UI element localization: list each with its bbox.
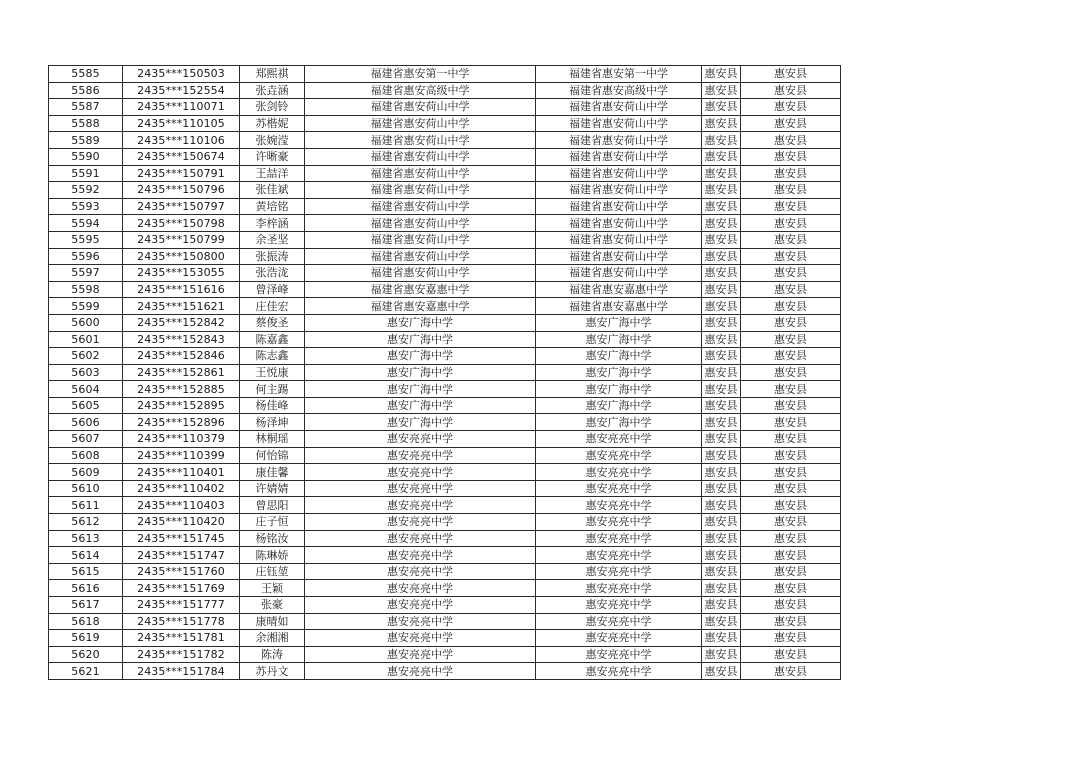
exam-id-cell: 2435***153055 [123,265,240,282]
table-row [49,165,841,182]
exam-school-cell: 福建省惠安荷山中学 [536,132,702,149]
district-cell: 惠安县 [741,447,841,464]
district-cell: 惠安县 [741,82,841,99]
serial-number-cell: 5617 [49,597,123,614]
serial-number-cell: 5596 [49,248,123,265]
exam-id-cell: 2435***150796 [123,182,240,199]
school-cell: 惠安亮亮中学 [305,563,536,580]
district-cell: 惠安县 [741,563,841,580]
exam-school-cell: 福建省惠安荷山中学 [536,248,702,265]
district-cell: 惠安县 [741,348,841,365]
exam-school-cell: 惠安广海中学 [536,348,702,365]
school-cell: 惠安亮亮中学 [305,514,536,531]
exam-id-cell: 2435***151784 [123,663,240,680]
table-row [49,348,841,365]
exam-school-cell: 惠安亮亮中学 [536,663,702,680]
exam-id-cell: 2435***152896 [123,414,240,431]
serial-number-cell: 5619 [49,630,123,647]
county-cell: 惠安县 [702,547,741,564]
exam-id-cell: 2435***110420 [123,514,240,531]
county-cell: 惠安县 [702,281,741,298]
student-name-cell: 郑熙祺 [240,66,305,83]
student-name-cell: 余湘湘 [240,630,305,647]
serial-number-cell: 5615 [49,563,123,580]
county-cell: 惠安县 [702,431,741,448]
district-cell: 惠安县 [741,431,841,448]
school-cell: 福建省惠安荷山中学 [305,231,536,248]
table-row [49,281,841,298]
school-cell: 惠安亮亮中学 [305,597,536,614]
school-cell: 福建省惠安荷山中学 [305,198,536,215]
district-cell: 惠安县 [741,530,841,547]
student-name-cell: 苏丹文 [240,663,305,680]
student-name-cell: 蔡俊圣 [240,314,305,331]
exam-id-cell: 2435***151781 [123,630,240,647]
table-row [49,397,841,414]
student-name-cell: 王喆洋 [240,165,305,182]
school-cell: 福建省惠安荷山中学 [305,99,536,116]
school-cell: 惠安亮亮中学 [305,613,536,630]
serial-number-cell: 5591 [49,165,123,182]
county-cell: 惠安县 [702,364,741,381]
student-name-cell: 何怡锦 [240,447,305,464]
student-name-cell: 陈嘉鑫 [240,331,305,348]
student-name-cell: 康佳馨 [240,464,305,481]
exam-school-cell: 惠安广海中学 [536,331,702,348]
county-cell: 惠安县 [702,66,741,83]
county-cell: 惠安县 [702,231,741,248]
county-cell: 惠安县 [702,82,741,99]
county-cell: 惠安县 [702,182,741,199]
school-cell: 惠安广海中学 [305,364,536,381]
exam-school-cell: 福建省惠安荷山中学 [536,215,702,232]
serial-number-cell: 5610 [49,480,123,497]
county-cell: 惠安县 [702,397,741,414]
county-cell: 惠安县 [702,115,741,132]
table-row [49,198,841,215]
district-cell: 惠安县 [741,364,841,381]
exam-id-cell: 2435***151760 [123,563,240,580]
exam-school-cell: 福建省惠安嘉惠中学 [536,298,702,315]
district-cell: 惠安县 [741,215,841,232]
district-cell: 惠安县 [741,132,841,149]
serial-number-cell: 5618 [49,613,123,630]
serial-number-cell: 5586 [49,82,123,99]
exam-id-cell: 2435***110106 [123,132,240,149]
district-cell: 惠安县 [741,397,841,414]
exam-school-cell: 惠安广海中学 [536,364,702,381]
exam-school-cell: 福建省惠安荷山中学 [536,148,702,165]
table-row [49,464,841,481]
table-row [49,231,841,248]
exam-id-cell: 2435***110403 [123,497,240,514]
school-cell: 福建省惠安荷山中学 [305,182,536,199]
student-name-cell: 曾思阳 [240,497,305,514]
serial-number-cell: 5598 [49,281,123,298]
serial-number-cell: 5593 [49,198,123,215]
county-cell: 惠安县 [702,514,741,531]
school-cell: 福建省惠安高级中学 [305,82,536,99]
student-name-cell: 许婧婧 [240,480,305,497]
serial-number-cell: 5609 [49,464,123,481]
district-cell: 惠安县 [741,231,841,248]
district-cell: 惠安县 [741,165,841,182]
table-row [49,630,841,647]
district-cell: 惠安县 [741,314,841,331]
serial-number-cell: 5588 [49,115,123,132]
exam-id-cell: 2435***152861 [123,364,240,381]
serial-number-cell: 5587 [49,99,123,116]
student-name-cell: 康晴如 [240,613,305,630]
exam-id-cell: 2435***151778 [123,613,240,630]
exam-school-cell: 惠安亮亮中学 [536,597,702,614]
serial-number-cell: 5599 [49,298,123,315]
county-cell: 惠安县 [702,99,741,116]
serial-number-cell: 5600 [49,314,123,331]
exam-id-cell: 2435***110105 [123,115,240,132]
student-list-table [48,65,841,680]
serial-number-cell: 5603 [49,364,123,381]
table-row [49,66,841,83]
student-name-cell: 王悦康 [240,364,305,381]
table-row [49,497,841,514]
exam-school-cell: 惠安亮亮中学 [536,480,702,497]
table-row [49,215,841,232]
student-name-cell: 曾泽峰 [240,281,305,298]
serial-number-cell: 5605 [49,397,123,414]
county-cell: 惠安县 [702,248,741,265]
exam-school-cell: 福建省惠安荷山中学 [536,231,702,248]
table-row [49,364,841,381]
serial-number-cell: 5614 [49,547,123,564]
school-cell: 惠安亮亮中学 [305,547,536,564]
table-row [49,331,841,348]
school-cell: 惠安亮亮中学 [305,630,536,647]
school-cell: 福建省惠安嘉惠中学 [305,281,536,298]
school-cell: 惠安广海中学 [305,314,536,331]
student-name-cell: 苏楷妮 [240,115,305,132]
district-cell: 惠安县 [741,646,841,663]
school-cell: 惠安亮亮中学 [305,431,536,448]
student-name-cell: 庄子恒 [240,514,305,531]
county-cell: 惠安县 [702,597,741,614]
district-cell: 惠安县 [741,331,841,348]
exam-school-cell: 福建省惠安嘉惠中学 [536,281,702,298]
exam-school-cell: 惠安亮亮中学 [536,464,702,481]
exam-school-cell: 惠安亮亮中学 [536,613,702,630]
exam-school-cell: 惠安亮亮中学 [536,580,702,597]
serial-number-cell: 5621 [49,663,123,680]
student-name-cell: 何主踢 [240,381,305,398]
student-name-cell: 杨佳峰 [240,397,305,414]
serial-number-cell: 5597 [49,265,123,282]
county-cell: 惠安县 [702,663,741,680]
exam-id-cell: 2435***150674 [123,148,240,165]
county-cell: 惠安县 [702,381,741,398]
exam-id-cell: 2435***151745 [123,530,240,547]
exam-id-cell: 2435***151621 [123,298,240,315]
serial-number-cell: 5589 [49,132,123,149]
district-cell: 惠安县 [741,514,841,531]
county-cell: 惠安县 [702,265,741,282]
county-cell: 惠安县 [702,530,741,547]
table-row [49,663,841,680]
exam-school-cell: 惠安亮亮中学 [536,514,702,531]
table-row [49,148,841,165]
school-cell: 惠安亮亮中学 [305,447,536,464]
serial-number-cell: 5608 [49,447,123,464]
table-row [49,265,841,282]
district-cell: 惠安县 [741,464,841,481]
district-cell: 惠安县 [741,580,841,597]
county-cell: 惠安县 [702,613,741,630]
serial-number-cell: 5590 [49,148,123,165]
district-cell: 惠安县 [741,547,841,564]
school-cell: 福建省惠安第一中学 [305,66,536,83]
exam-id-cell: 2435***151747 [123,547,240,564]
county-cell: 惠安县 [702,215,741,232]
table-row [49,514,841,531]
table-row [49,132,841,149]
serial-number-cell: 5620 [49,646,123,663]
exam-school-cell: 惠安亮亮中学 [536,447,702,464]
district-cell: 惠安县 [741,663,841,680]
exam-id-cell: 2435***152895 [123,397,240,414]
school-cell: 福建省惠安荷山中学 [305,115,536,132]
table-row [49,613,841,630]
exam-id-cell: 2435***152842 [123,314,240,331]
exam-id-cell: 2435***110402 [123,480,240,497]
exam-school-cell: 惠安广海中学 [536,314,702,331]
county-cell: 惠安县 [702,580,741,597]
student-name-cell: 张振涛 [240,248,305,265]
exam-school-cell: 福建省惠安荷山中学 [536,198,702,215]
exam-id-cell: 2435***110379 [123,431,240,448]
school-cell: 惠安广海中学 [305,414,536,431]
table-row [49,530,841,547]
exam-id-cell: 2435***150797 [123,198,240,215]
school-cell: 福建省惠安荷山中学 [305,148,536,165]
county-cell: 惠安县 [702,348,741,365]
county-cell: 惠安县 [702,198,741,215]
district-cell: 惠安县 [741,497,841,514]
district-cell: 惠安县 [741,613,841,630]
table-body [49,66,841,680]
exam-id-cell: 2435***151769 [123,580,240,597]
serial-number-cell: 5616 [49,580,123,597]
school-cell: 惠安亮亮中学 [305,497,536,514]
table-row [49,248,841,265]
student-name-cell: 庄钰堃 [240,563,305,580]
student-name-cell: 许晰豪 [240,148,305,165]
serial-number-cell: 5585 [49,66,123,83]
school-cell: 惠安亮亮中学 [305,646,536,663]
table-row [49,298,841,315]
table-row [49,563,841,580]
district-cell: 惠安县 [741,148,841,165]
district-cell: 惠安县 [741,66,841,83]
exam-school-cell: 福建省惠安荷山中学 [536,165,702,182]
exam-school-cell: 惠安亮亮中学 [536,431,702,448]
exam-school-cell: 福建省惠安荷山中学 [536,182,702,199]
district-cell: 惠安县 [741,248,841,265]
table-row [49,82,841,99]
student-name-cell: 张剑铃 [240,99,305,116]
table-row [49,182,841,199]
district-cell: 惠安县 [741,115,841,132]
exam-id-cell: 2435***152846 [123,348,240,365]
serial-number-cell: 5595 [49,231,123,248]
school-cell: 福建省惠安荷山中学 [305,132,536,149]
county-cell: 惠安县 [702,447,741,464]
school-cell: 福建省惠安荷山中学 [305,248,536,265]
school-cell: 福建省惠安嘉惠中学 [305,298,536,315]
exam-school-cell: 惠安广海中学 [536,397,702,414]
student-name-cell: 张垚涵 [240,82,305,99]
table-row [49,547,841,564]
table-row [49,580,841,597]
school-cell: 福建省惠安荷山中学 [305,265,536,282]
exam-id-cell: 2435***150799 [123,231,240,248]
district-cell: 惠安县 [741,198,841,215]
serial-number-cell: 5601 [49,331,123,348]
exam-school-cell: 福建省惠安荷山中学 [536,99,702,116]
school-cell: 惠安广海中学 [305,381,536,398]
exam-school-cell: 福建省惠安荷山中学 [536,265,702,282]
student-name-cell: 李梓涵 [240,215,305,232]
exam-id-cell: 2435***150800 [123,248,240,265]
school-cell: 惠安亮亮中学 [305,480,536,497]
school-cell: 惠安广海中学 [305,397,536,414]
student-name-cell: 张豪 [240,597,305,614]
serial-number-cell: 5604 [49,381,123,398]
exam-school-cell: 福建省惠安高级中学 [536,82,702,99]
district-cell: 惠安县 [741,99,841,116]
school-cell: 惠安广海中学 [305,348,536,365]
table-row [49,314,841,331]
serial-number-cell: 5592 [49,182,123,199]
student-name-cell: 张佳斌 [240,182,305,199]
county-cell: 惠安县 [702,132,741,149]
school-cell: 惠安亮亮中学 [305,663,536,680]
district-cell: 惠安县 [741,597,841,614]
school-cell: 惠安亮亮中学 [305,464,536,481]
student-name-cell: 张婉滢 [240,132,305,149]
county-cell: 惠安县 [702,165,741,182]
county-cell: 惠安县 [702,298,741,315]
student-name-cell: 林桐瑶 [240,431,305,448]
table-row [49,646,841,663]
school-cell: 福建省惠安荷山中学 [305,165,536,182]
exam-id-cell: 2435***150798 [123,215,240,232]
exam-school-cell: 福建省惠安第一中学 [536,66,702,83]
exam-id-cell: 2435***150503 [123,66,240,83]
table-row [49,597,841,614]
exam-id-cell: 2435***152885 [123,381,240,398]
county-cell: 惠安县 [702,464,741,481]
county-cell: 惠安县 [702,646,741,663]
exam-id-cell: 2435***151777 [123,597,240,614]
serial-number-cell: 5602 [49,348,123,365]
table-row [49,115,841,132]
exam-school-cell: 惠安亮亮中学 [536,530,702,547]
exam-id-cell: 2435***152843 [123,331,240,348]
serial-number-cell: 5607 [49,431,123,448]
county-cell: 惠安县 [702,148,741,165]
exam-id-cell: 2435***150791 [123,165,240,182]
county-cell: 惠安县 [702,314,741,331]
county-cell: 惠安县 [702,331,741,348]
exam-id-cell: 2435***110071 [123,99,240,116]
table-row [49,414,841,431]
exam-id-cell: 2435***110401 [123,464,240,481]
exam-school-cell: 福建省惠安荷山中学 [536,115,702,132]
exam-id-cell: 2435***152554 [123,82,240,99]
exam-school-cell: 惠安亮亮中学 [536,497,702,514]
district-cell: 惠安县 [741,182,841,199]
student-name-cell: 王颖 [240,580,305,597]
student-name-cell: 陈琳娇 [240,547,305,564]
table-row [49,381,841,398]
district-cell: 惠安县 [741,265,841,282]
exam-id-cell: 2435***151616 [123,281,240,298]
student-name-cell: 杨泽坤 [240,414,305,431]
district-cell: 惠安县 [741,281,841,298]
exam-id-cell: 2435***110399 [123,447,240,464]
student-name-cell: 张浩泷 [240,265,305,282]
school-cell: 福建省惠安荷山中学 [305,215,536,232]
serial-number-cell: 5611 [49,497,123,514]
district-cell: 惠安县 [741,298,841,315]
county-cell: 惠安县 [702,414,741,431]
serial-number-cell: 5612 [49,514,123,531]
student-name-cell: 杨铭汝 [240,530,305,547]
student-name-cell: 陈志鑫 [240,348,305,365]
student-name-cell: 陈涛 [240,646,305,663]
table-row [49,447,841,464]
school-cell: 惠安亮亮中学 [305,530,536,547]
serial-number-cell: 5594 [49,215,123,232]
school-cell: 惠安广海中学 [305,331,536,348]
exam-school-cell: 惠安广海中学 [536,381,702,398]
county-cell: 惠安县 [702,630,741,647]
table-row [49,431,841,448]
exam-school-cell: 惠安亮亮中学 [536,646,702,663]
county-cell: 惠安县 [702,480,741,497]
table-row [49,99,841,116]
student-name-cell: 庄佳宏 [240,298,305,315]
county-cell: 惠安县 [702,497,741,514]
county-cell: 惠安县 [702,563,741,580]
serial-number-cell: 5606 [49,414,123,431]
school-cell: 惠安亮亮中学 [305,580,536,597]
student-name-cell: 黄培铭 [240,198,305,215]
district-cell: 惠安县 [741,630,841,647]
exam-school-cell: 惠安亮亮中学 [536,547,702,564]
exam-school-cell: 惠安广海中学 [536,414,702,431]
table-row [49,480,841,497]
district-cell: 惠安县 [741,480,841,497]
exam-school-cell: 惠安亮亮中学 [536,630,702,647]
district-cell: 惠安县 [741,381,841,398]
district-cell: 惠安县 [741,414,841,431]
student-name-cell: 余圣坚 [240,231,305,248]
exam-id-cell: 2435***151782 [123,646,240,663]
serial-number-cell: 5613 [49,530,123,547]
exam-school-cell: 惠安亮亮中学 [536,563,702,580]
